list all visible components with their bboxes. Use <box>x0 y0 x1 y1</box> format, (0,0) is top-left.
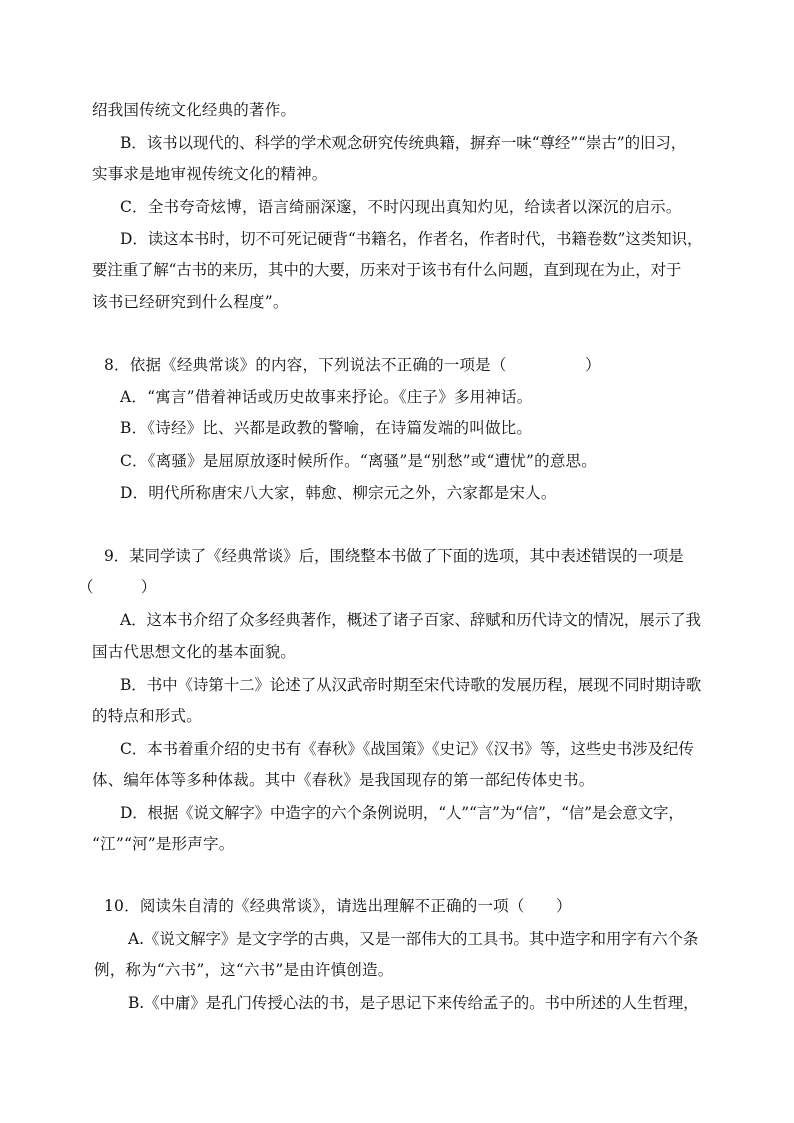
q8-option-c: C．《离骚》是屈原放逐时候所作。“离骚”是“别愁”或“遭忧”的意思。 <box>120 452 597 470</box>
q9-option-c-line2: 体、编年体等多种体裁。其中《春秋》是我国现存的第一部纪传体史书。 <box>92 771 595 789</box>
q7-option-c: C．全书夸奇炫博，语言绮丽深邃，不时闪现出真知灼见，给读者以深沉的启示。 <box>120 198 682 216</box>
q9-stem-line2: （ ） <box>78 578 157 596</box>
q10-option-b-line1: B.《中庸》是孔门传授心法的书，是子思记下来传给孟子的。书中所述的人生哲理， <box>128 994 699 1012</box>
q10-stem: 10．阅读朱自清的《经典常谈》，请选出理解不正确的一项（ ） <box>104 897 572 915</box>
q9-option-d-line2: “江”“河”是形声字。 <box>92 835 235 853</box>
q9-option-a-line1: A．这本书介绍了众多经典著作，概述了诸子百家、辞赋和历代诗文的情况，展示了我 <box>120 611 701 629</box>
q9-option-b-line2: 的特点和形式。 <box>92 707 202 725</box>
q7-option-d-line2: 要注重了解“古书的来历，其中的大要，历来对于该书有什么问题，直到现在为止，对于 <box>92 261 682 279</box>
q7-text-line: 绍我国传统文化经典的著作。 <box>92 101 297 119</box>
q7-option-d-line1: D．读这本书时，切不可死记硬背“书籍名，作者名，作者时代，书籍卷数”这类知识， <box>120 230 703 248</box>
q9-option-c-line1: C．本书着重介绍的史书有《春秋》《战国策》《史记》《汉书》等，这些史书涉及纪传 <box>120 740 694 758</box>
q8-stem: 8．依据《经典常谈》的内容，下列说法不正确的一项是（ ） <box>104 356 601 374</box>
q9-option-d-line1: D．根据《说文解字》中造字的六个条例说明，“人”“言”为“信”，“信”是会意文字， <box>120 804 684 822</box>
q8-option-a: A．“寓言”借着神话或历史故事来抒论。《庄子》多用神话。 <box>120 388 533 406</box>
q9-option-a-line2: 国古代思想文化的基本面貌。 <box>92 643 297 661</box>
q7-option-b-line2: 实事求是地审视传统文化的精神。 <box>92 165 328 183</box>
q8-option-d: D．明代所称唐宋八大家，韩愈、柳宗元之外，六家都是宋人。 <box>120 484 557 502</box>
q7-option-d-line3: 该书已经研究到什么程度”。 <box>92 293 289 311</box>
q8-option-b: B．《诗经》比、兴都是政教的警喻，在诗篇发端的叫做比。 <box>120 419 533 437</box>
q9-stem-line1: 9．某同学读了《经典常谈》后，围绕整本书做了下面的选项，其中表述错误的一项是 <box>104 547 684 565</box>
q10-option-a-line1: A.《说文解字》是文字学的古典，又是一部伟大的工具书。其中造字和用字有六个条 <box>128 930 699 948</box>
q9-option-b-line1: B．书中《诗第十二》论述了从汉武帝时期至宋代诗歌的发展历程，展现不同时期诗歌 <box>120 676 702 694</box>
q10-option-a-line2: 例，称为“六书”，这“六书”是由许慎创造。 <box>94 961 394 979</box>
q7-option-b-line1: B．该书以现代的、科学的学术观念研究传统典籍，摒弃一味“尊经”“崇古”的旧习， <box>120 134 687 152</box>
